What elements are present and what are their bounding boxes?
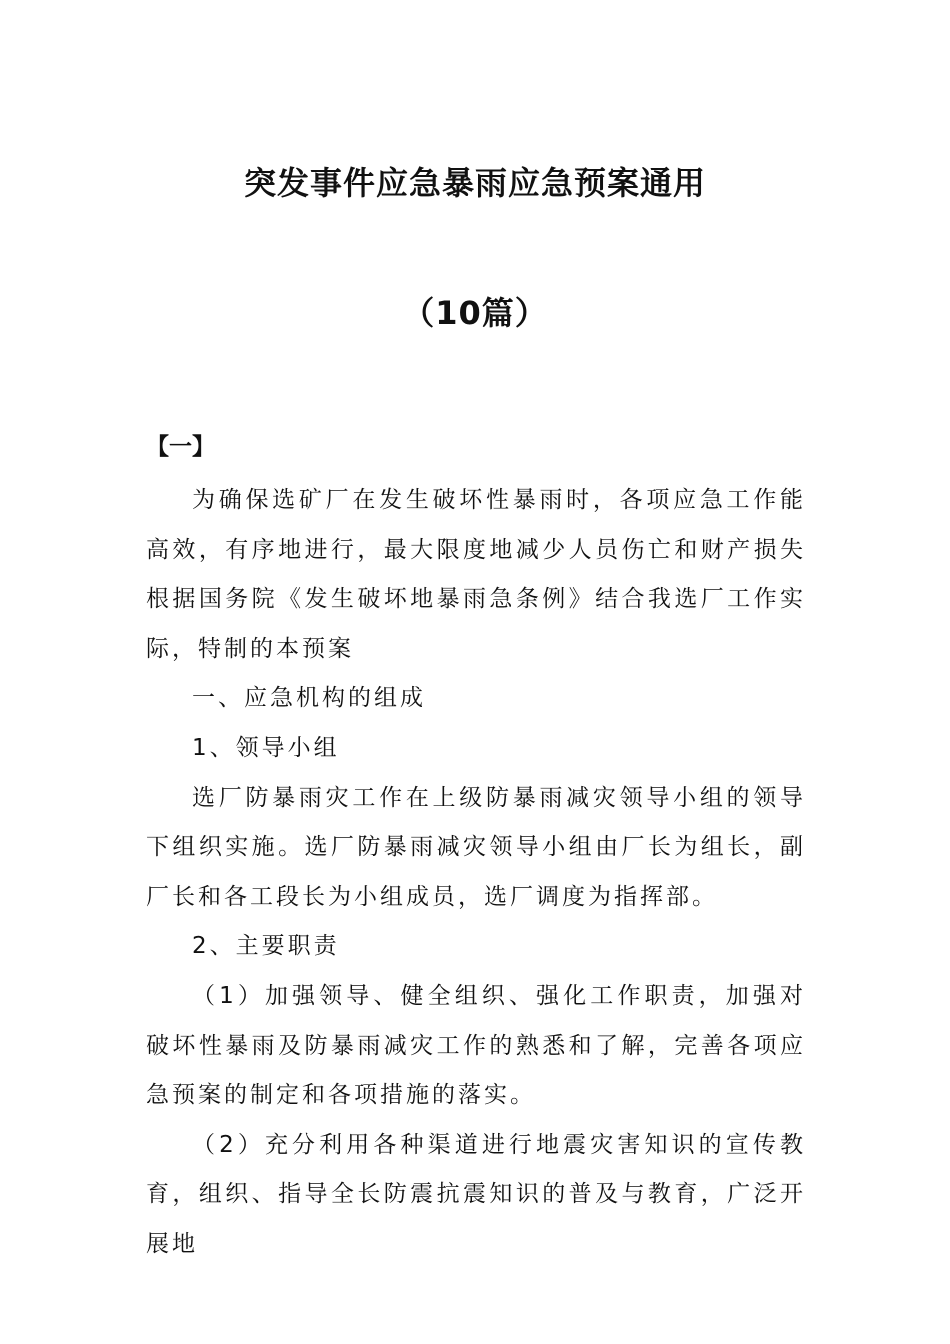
paragraph-leadership: 选厂防暴雨灾工作在上级防暴雨减灾领导小组的领导下组织实施。选厂防暴雨减灾领导小组由厂长为组长，副厂长和各工段长为小组成员，选厂调度为指挥部。 bbox=[146, 784, 806, 910]
document-body bbox=[146, 476, 806, 1270]
heading-main-duties: 2、主要职责 bbox=[192, 933, 340, 960]
heading-org-structure: 一、应急机构的组成 bbox=[192, 685, 426, 712]
paragraph-duty-1: （1）加强领导、健全组织、强化工作职责，加强对破坏性暴雨及防暴雨减灾工作的熟悉和了解，完善各项应急预案的制定和各项措施的落实。 bbox=[146, 982, 806, 1109]
document-title: 突发事件应急暴雨应急预案通用 bbox=[243, 164, 706, 202]
section-marker: 【一】 bbox=[146, 434, 215, 460]
paragraph-duty-2: （2）充分利用各种渠道进行地震灾害知识的宣传教育，组织、指导全长防震抗震知识的普及与教育，广泛开展地 bbox=[146, 1131, 806, 1257]
paragraph-intro: 为确保选矿厂在发生破坏性暴雨时，各项应急工作能高效，有序地进行，最大限度地减少人员伤亡和财产损失根据国务院《发生破坏地暴雨急条例》结合我选厂工作实际，特制的本预案 bbox=[146, 487, 806, 662]
document-subtitle: （10篇） bbox=[402, 294, 548, 332]
heading-leadership-group: 1、领导小组 bbox=[192, 734, 340, 761]
